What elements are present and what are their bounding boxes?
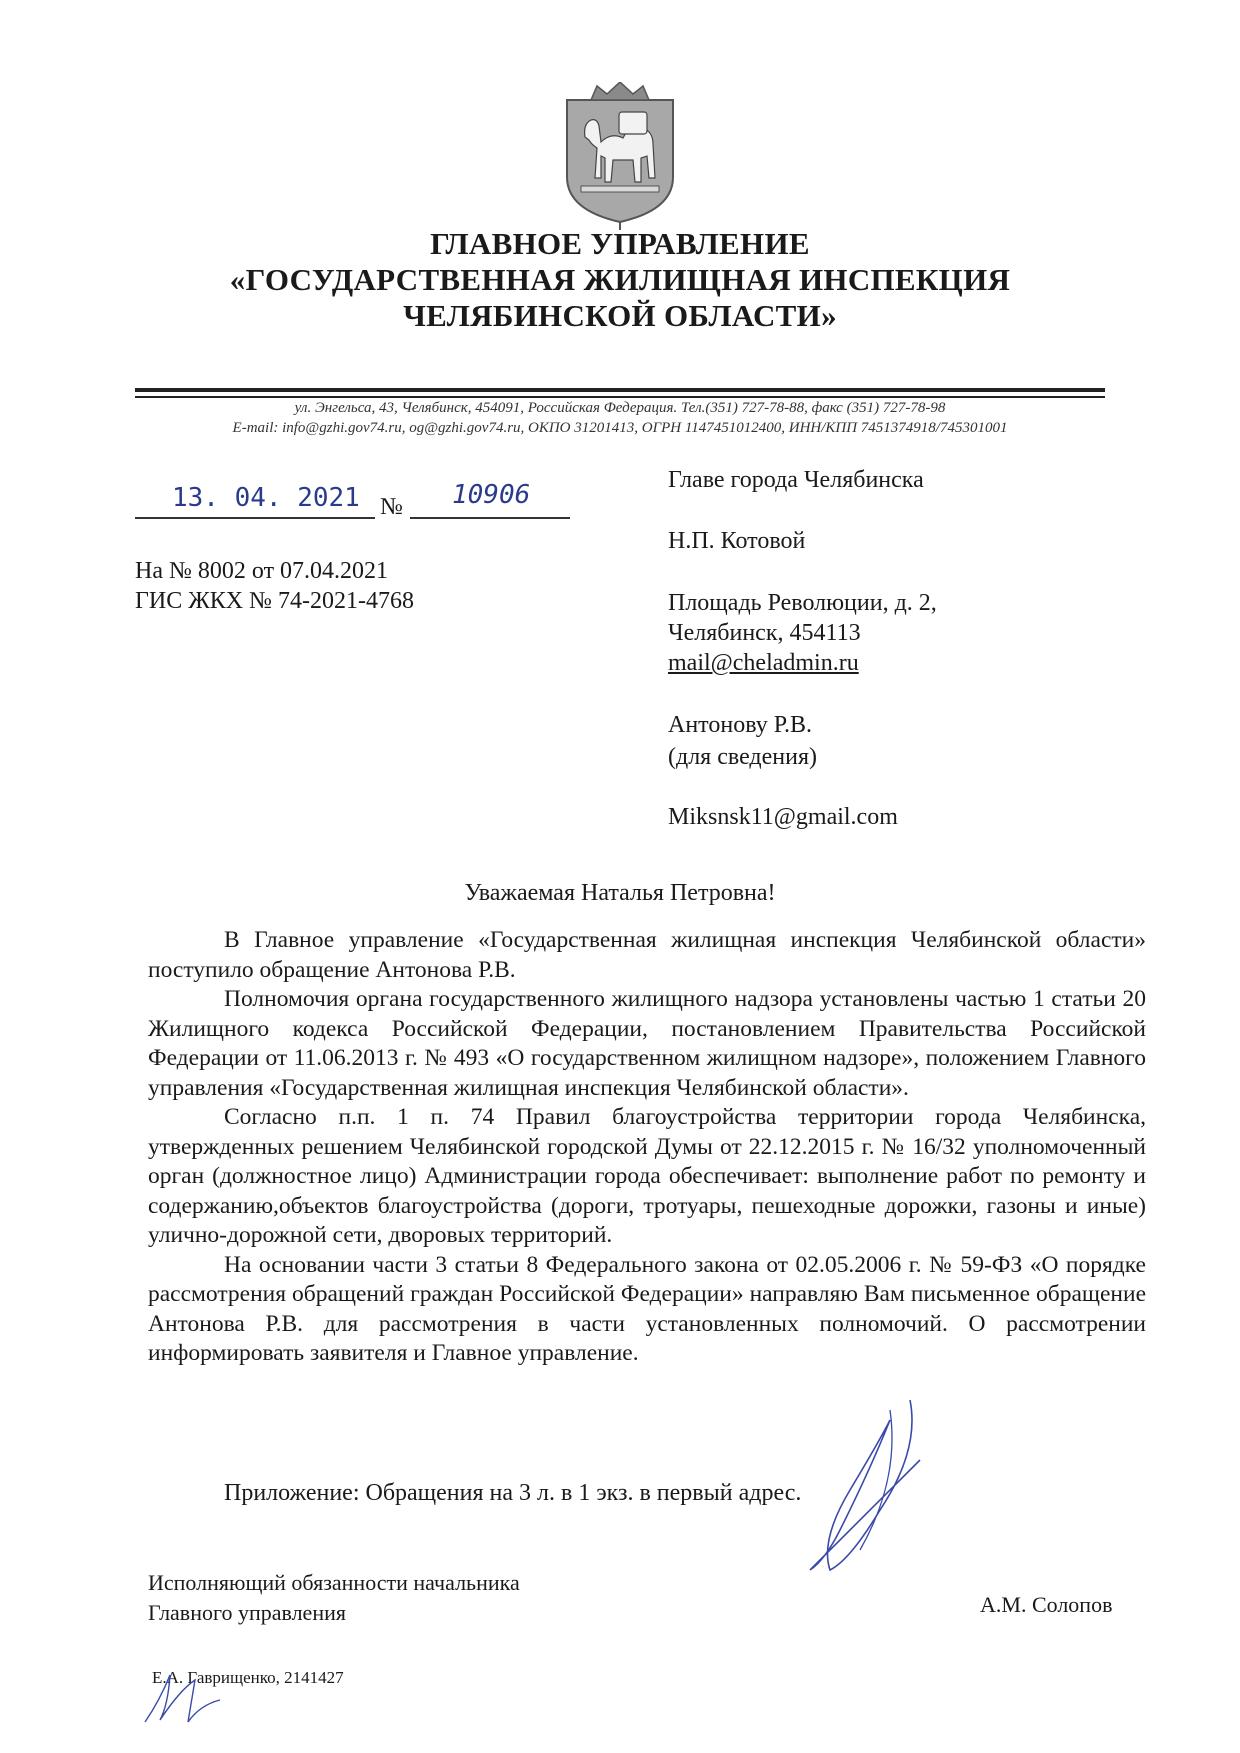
header-rule-thick [135, 388, 1105, 392]
registration-date: 13. 04. 2021 [172, 483, 360, 513]
signer-position-line1: Исполняющий обязанности начальника [148, 1570, 520, 1595]
recipient2-name: Антонову Р.В. [668, 712, 813, 738]
paragraph-3: Согласно п.п. 1 п. 74 Правил благоустройства территории города Челябинска, утвержденных решением Челябинской городской Думы от 22.12.2015 г. № 16/32 уполномоченный орган (должностное лицо) Администрации города обеспечивает: выполнение работ по ремонту и содержанию,объектов благоустройства (дороги, тротуары, пешеходные дорожки, газоны и иные) улично-дорожной сети, дворовых территорий. [148, 1104, 1146, 1248]
recipient1-address-line1: Площадь Революции, д. 2, [668, 590, 937, 616]
signer-name: А.М. Солопов [980, 1592, 1113, 1617]
address-line2: E-mail: info@gzhi.gov74.ru, og@gzhi.gov74.ru, ОКПО 31201413, ОГРН 1147451012400, ИНН/КПП 7451374918/745301001 [232, 420, 1008, 436]
reply-reference: На № 8002 от 07.04.2021 [135, 558, 389, 584]
handwritten-signature [770, 1390, 940, 1580]
recipient1-address-line2: Челябинск, 454113 [668, 620, 861, 646]
recipient1-name: Н.П. Котовой [668, 528, 806, 554]
paragraph-2: Полномочия органа государственного жилищного надзора установлены частью 1 статьи 20 Жилищного кодекса Российской Федерации, постановлением Правительства Российской Федерации от 11.06.2013 г. № 493 «О государственном жилищном надзоре», положением Главного управления «Государственная жилищная инспекция Челябинской области». [148, 986, 1146, 1101]
salutation: Уважаемая Наталья Петровна! [464, 880, 776, 906]
recipient1-email[interactable]: mail@cheladmin.ru [668, 650, 859, 676]
gis-reference: ГИС ЖКХ № 74-2021-4768 [135, 588, 414, 614]
recipient1-title: Главе города Челябинска [668, 467, 924, 493]
recipient2-email: Miksnsk11@gmail.com [668, 804, 898, 830]
signer-position-line2: Главного управления [148, 1600, 346, 1625]
header-rule-thin [135, 396, 1105, 398]
executor-info: Е.А. Гаврищенко, 2141427 [152, 1668, 344, 1687]
number-underline [410, 517, 570, 519]
coat-of-arms-icon [561, 82, 679, 230]
paragraph-4: На основании части 3 статьи 8 Федерального закона от 02.05.2006 г. № 59-ФЗ «О порядке рассмотрения обращений граждан Российской Федерации» направляю Вам письменное обращение Антонова Р.В. для рассмотрения в части установленных полномочий. О рассмотрении информировать заявителя и Главное управление. [148, 1251, 1146, 1366]
org-title-line1: ГЛАВНОЕ УПРАВЛЕНИЕ [430, 226, 810, 261]
attachment-note: Приложение: Обращения на 3 л. в 1 экз. в первый адрес. [224, 1480, 802, 1506]
address-line1: ул. Энгельса, 43, Челябинск, 454091, Российская Федерация. Тел.(351) 727-78-88, факс (351) 727-78-98 [294, 400, 946, 416]
paragraph-1: В Главное управление «Государственная жилищная инспекция Челябинской области» поступило обращение Антонова Р.В. [148, 927, 1146, 983]
org-title-line2: «ГОСУДАРСТВЕННАЯ ЖИЛИЩНАЯ ИНСПЕКЦИЯ [229, 262, 1011, 297]
date-underline [135, 517, 375, 519]
letter-body [148, 926, 1146, 1369]
registration-number: 10906 [452, 480, 531, 510]
org-title-line3: ЧЕЛЯБИНСКОЙ ОБЛАСТИ» [403, 298, 837, 333]
number-sign: № [380, 494, 403, 520]
executor-initials-scribble [140, 1660, 230, 1730]
recipient2-note: (для сведения) [668, 744, 817, 770]
